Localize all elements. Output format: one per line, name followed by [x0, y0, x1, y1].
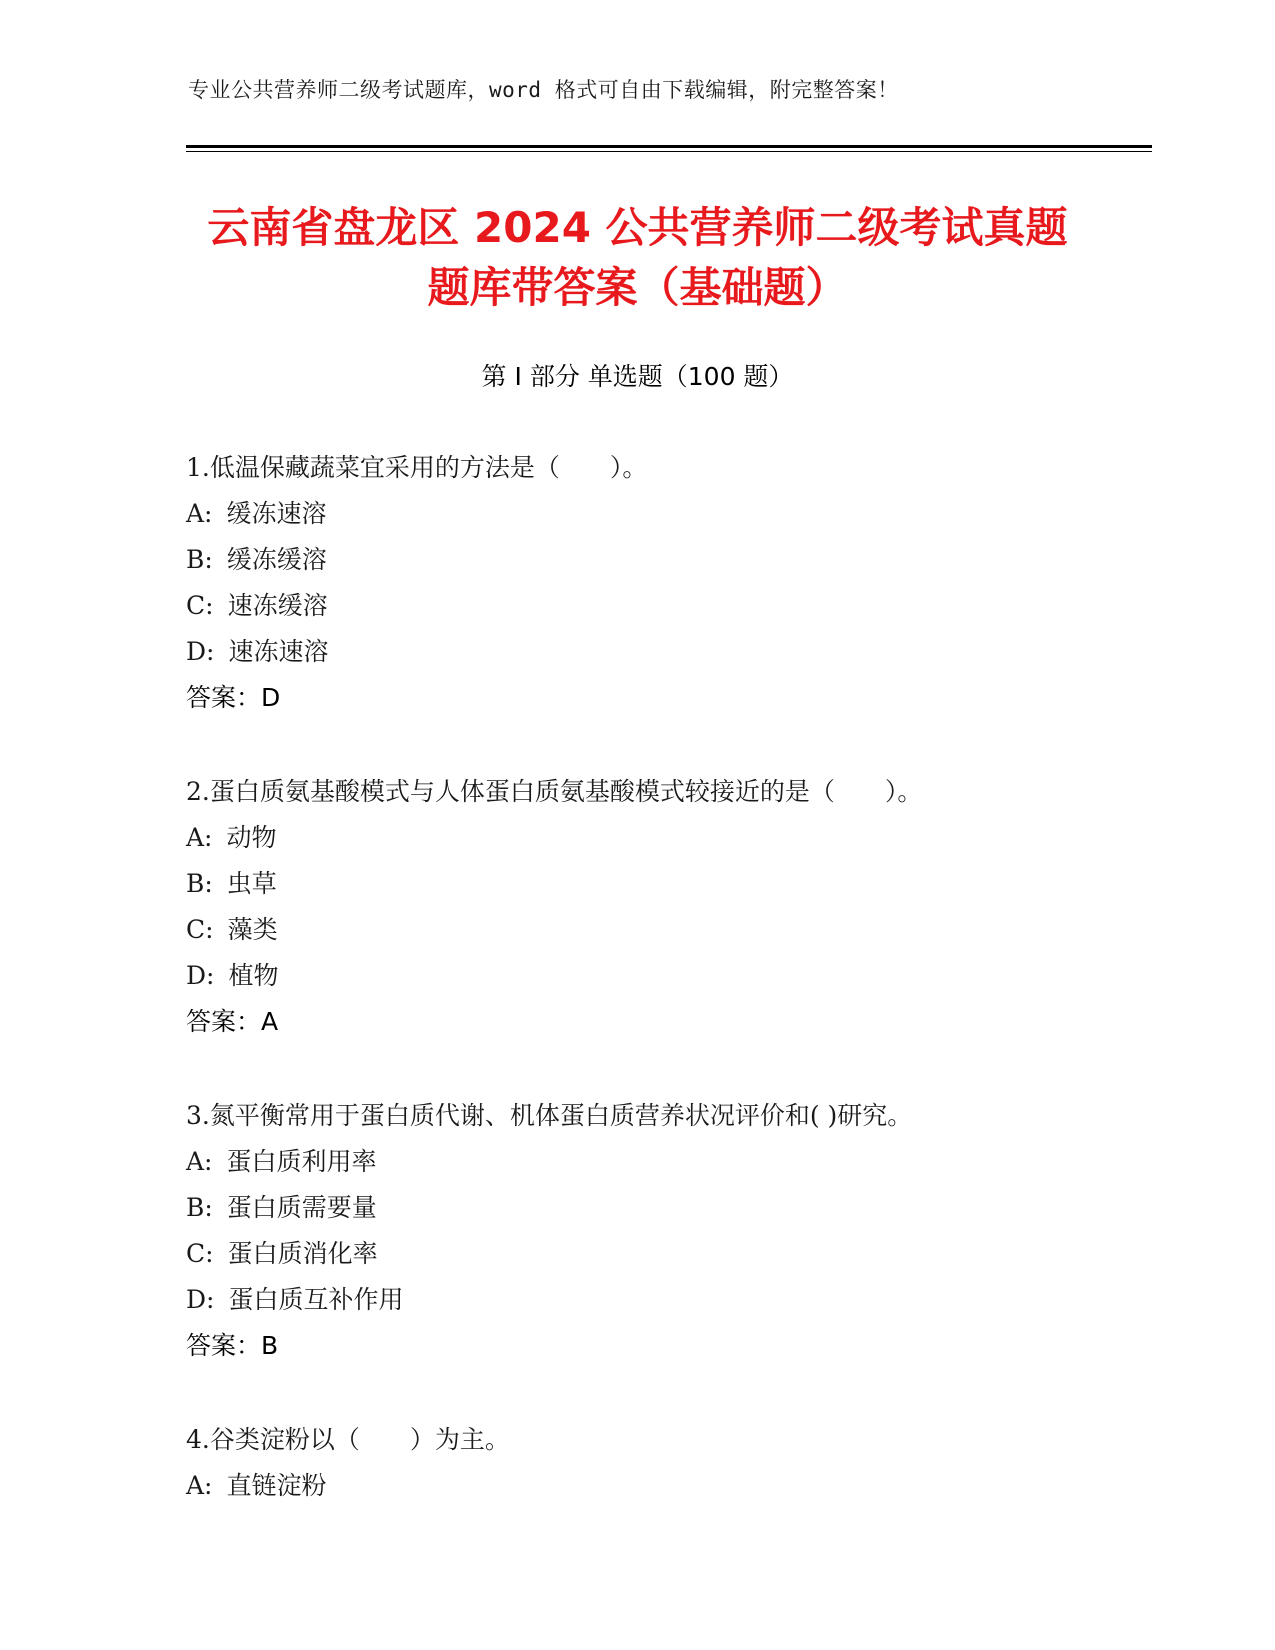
- option-c: [186, 907, 1126, 953]
- option-key: A:: [186, 499, 213, 528]
- option-key: D:: [186, 637, 215, 666]
- option-d: [186, 953, 1126, 999]
- question-stem: 3.氮平衡常用于蛋白质代谢、机体蛋白质营养状况评价和( )研究。: [186, 1101, 913, 1130]
- option-key: B:: [186, 545, 213, 574]
- option-key: D:: [186, 961, 215, 990]
- answer-line: 答案：A: [186, 1007, 279, 1036]
- question-2: [186, 769, 1126, 1045]
- option-key: D:: [186, 1285, 215, 1314]
- option-key: B:: [186, 869, 213, 898]
- document-title-line-1: 云南省盘龙区 2024 公共营养师二级考试真题: [207, 203, 1068, 252]
- question-list: [186, 445, 1126, 1557]
- answer-line: 答案：B: [186, 1331, 279, 1360]
- option-a: [186, 1139, 1126, 1185]
- option-a: [186, 815, 1126, 861]
- option-b: [186, 537, 1126, 583]
- option-d: [186, 629, 1126, 675]
- header-divider-thick: [186, 145, 1152, 148]
- option-key: B:: [186, 1193, 213, 1222]
- header-divider-thin: [186, 151, 1152, 152]
- question-4: [186, 1417, 1126, 1509]
- option-text: 藻类: [227, 915, 278, 944]
- option-text: 虫草: [226, 869, 277, 898]
- answer-line: 答案：D: [186, 683, 281, 712]
- document-title: [150, 198, 1125, 318]
- option-text: 蛋白质利用率: [226, 1147, 377, 1176]
- option-text: 蛋白质互补作用: [228, 1285, 404, 1314]
- option-d: [186, 1277, 1126, 1323]
- option-key: A:: [186, 1471, 213, 1500]
- option-text: 直链淀粉: [226, 1471, 327, 1500]
- option-c: [186, 583, 1126, 629]
- option-key: C:: [186, 1239, 214, 1268]
- question-stem: 2.蛋白质氨基酸模式与人体蛋白质氨基酸模式较接近的是（ ）。: [186, 777, 923, 806]
- option-text: 缓冻缓溶: [226, 545, 327, 574]
- question-3: [186, 1093, 1126, 1369]
- option-text: 速冻速溶: [228, 637, 329, 666]
- option-text: 缓冻速溶: [226, 499, 327, 528]
- option-text: 蛋白质需要量: [226, 1193, 377, 1222]
- option-b: [186, 1185, 1126, 1231]
- option-a: [186, 1463, 1126, 1509]
- option-a: [186, 491, 1126, 537]
- option-key: A:: [186, 823, 213, 852]
- section-title: 第 I 部分 单选题（100 题）: [481, 362, 794, 391]
- document-title-line-2: 题库带答案（基础题）: [427, 263, 848, 312]
- option-key: A:: [186, 1147, 213, 1176]
- option-c: [186, 1231, 1126, 1277]
- option-key: C:: [186, 591, 214, 620]
- option-b: [186, 861, 1126, 907]
- header-note: 专业公共营养师二级考试题库，word 格式可自由下载编辑，附完整答案！: [188, 78, 899, 102]
- option-text: 蛋白质消化率: [227, 1239, 378, 1268]
- option-text: 速冻缓溶: [227, 591, 328, 620]
- option-key: C:: [186, 915, 214, 944]
- option-text: 植物: [228, 961, 279, 990]
- question-stem: 4.谷类淀粉以（ ）为主。: [186, 1425, 510, 1454]
- option-text: 动物: [226, 823, 277, 852]
- question-1: [186, 445, 1126, 721]
- question-stem: 1.低温保藏蔬菜宜采用的方法是（ ）。: [186, 453, 648, 482]
